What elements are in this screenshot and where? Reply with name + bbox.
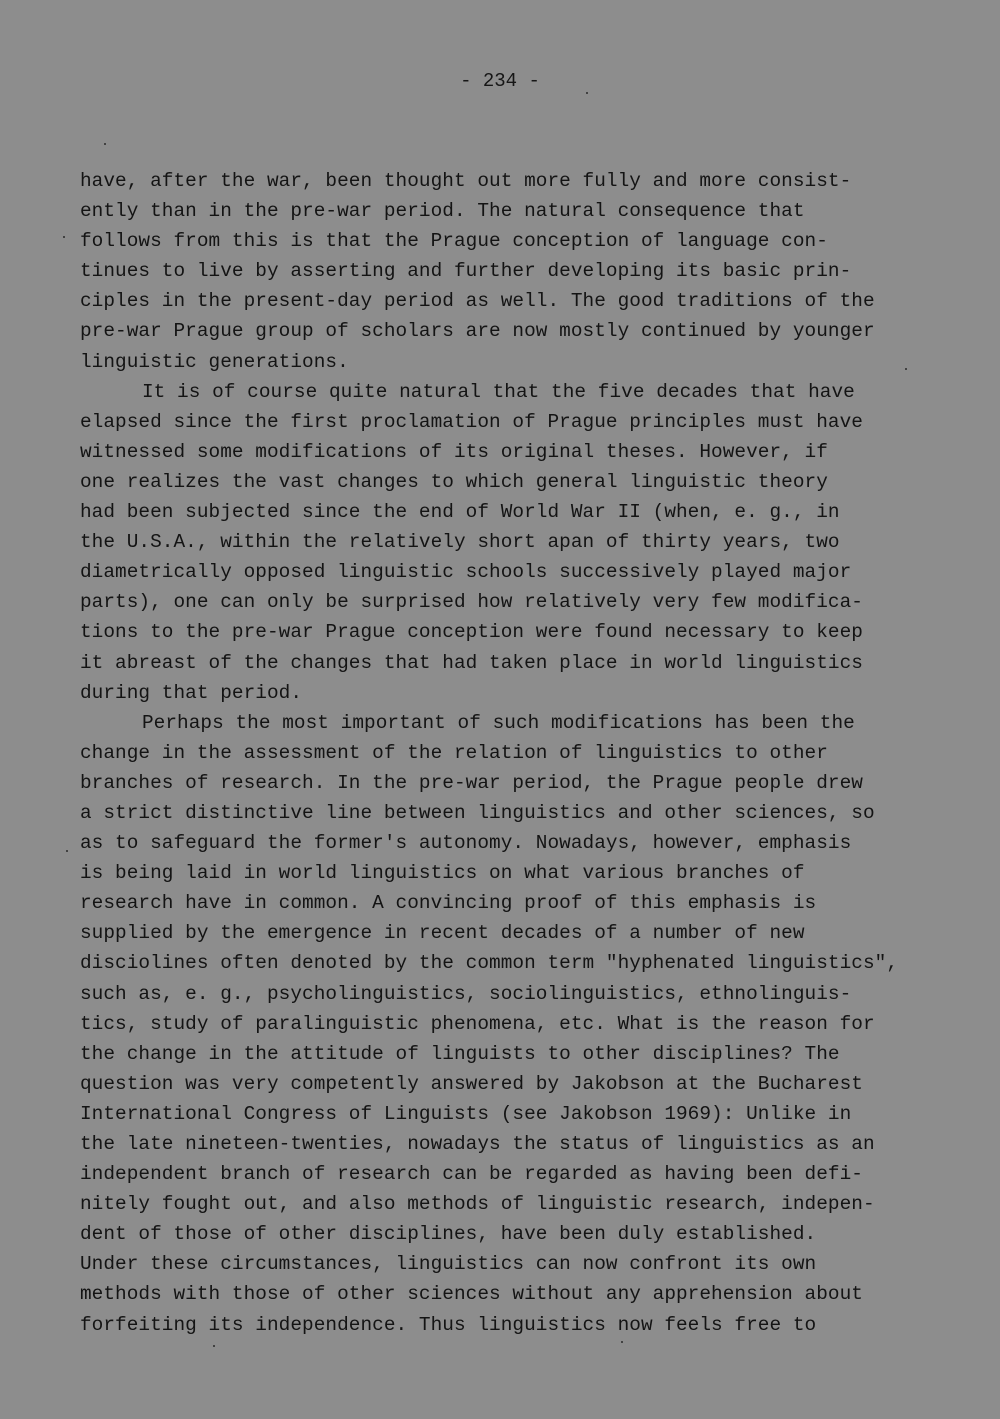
text-line: during that period. <box>80 681 303 704</box>
scan-speck <box>621 1341 623 1343</box>
text-line: Perhaps the most important of such modifications has been the <box>142 711 855 734</box>
scan-speck <box>104 143 106 145</box>
text-line: had been subjected since the end of World War II (when, e. g., in <box>80 501 840 524</box>
text-line: supplied by the emergence in recent decades of a number of new <box>80 922 805 945</box>
text-line: the change in the attitude of linguists to other disciplines? The <box>80 1042 840 1065</box>
text-line: ently than in the pre-war period. The natural consequence that <box>80 200 805 223</box>
text-line: is being laid in world linguistics on what various branches of <box>80 862 805 885</box>
text-line: question was very competently answered by Jakobson at the Bucharest <box>80 1072 863 1095</box>
text-line: dent of those of other disciplines, have been duly established. <box>80 1223 817 1246</box>
paragraph-1 <box>80 166 960 377</box>
paragraph-3 <box>80 708 960 1340</box>
scan-speck <box>66 850 68 852</box>
text-line: Under these circumstances, linguistics can now confront its own <box>80 1253 817 1276</box>
text-line: research have in common. A convincing proof of this emphasis is <box>80 892 817 915</box>
text-line: as to safeguard the former's autonomy. Nowadays, however, emphasis <box>80 832 852 855</box>
text-line: witnessed some modifications of its original theses. However, if <box>80 440 828 463</box>
text-line: branches of research. In the pre-war period, the Prague people drew <box>80 771 863 794</box>
text-line: have, after the war, been thought out more fully and more consist- <box>80 170 852 192</box>
scan-speck <box>905 368 907 370</box>
text-line: tics, study of paralinguistic phenomena, etc. What is the reason for <box>80 1012 875 1035</box>
text-line: linguistic generations. <box>80 350 349 373</box>
body-text <box>80 166 960 1340</box>
text-line: diametrically opposed linguistic schools successively played major <box>80 561 852 584</box>
text-line: follows from this is that the Prague conception of language con- <box>80 230 828 253</box>
text-line: ciples in the present-day period as well. The good traditions of the <box>80 290 875 313</box>
text-line: parts), one can only be surprised how relatively very few modifica- <box>80 591 863 614</box>
text-line: tions to the pre-war Prague conception were found necessary to keep <box>80 621 863 644</box>
text-line: the late nineteen-twenties, nowadays the status of linguistics as an <box>80 1133 875 1155</box>
text-line: pre-war Prague group of scholars are now mostly continued by younger <box>80 320 875 343</box>
text-line: change in the assessment of the relation of linguistics to other <box>80 741 828 764</box>
text-line: tinues to live by asserting and further developing its basic prin- <box>80 260 852 283</box>
scan-speck <box>213 1345 215 1347</box>
page-number: - 234 - <box>460 70 540 92</box>
text-line: it abreast of the changes that had taken place in world linguistics <box>80 651 863 674</box>
text-line: a strict distinctive line between linguistics and other sciences, so <box>80 801 875 824</box>
text-line: the U.S.A., within the relatively short apan of thirty years, two <box>80 531 840 554</box>
text-line: such as, e. g., psycholinguistics, sociolinguistics, ethnolinguis- <box>80 982 852 1005</box>
text-line: International Congress of Linguists (see Jakobson 1969): Unlike in <box>80 1102 852 1125</box>
scan-speck <box>63 236 65 238</box>
text-line: disciolines often denoted by the common term "hyphenated linguistics", <box>80 952 899 975</box>
paragraph-2 <box>80 377 960 708</box>
scan-speck <box>586 92 588 94</box>
text-line: It is of course quite natural that the five decades that have <box>142 380 855 403</box>
text-line: nitely fought out, and also methods of linguistic research, indepen- <box>80 1193 875 1216</box>
text-line: one realizes the vast changes to which general linguistic theory <box>80 470 828 493</box>
text-line: independent branch of research can be regarded as having been defi- <box>80 1163 863 1186</box>
text-line: methods with those of other sciences without any apprehension about <box>80 1283 863 1306</box>
text-line: forfeiting its independence. Thus linguistics now feels free to <box>80 1313 817 1336</box>
text-line: elapsed since the first proclamation of Prague principles must have <box>80 410 863 433</box>
